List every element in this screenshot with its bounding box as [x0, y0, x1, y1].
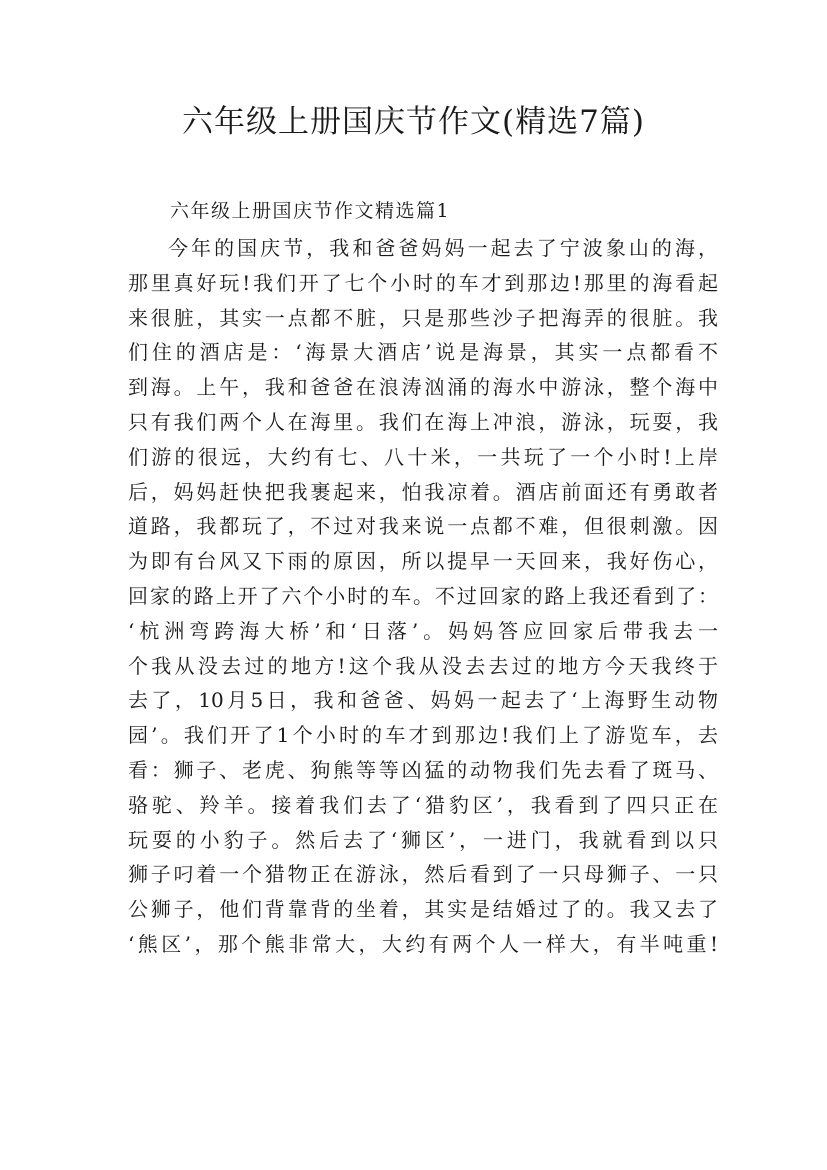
essay-line: 骆驼、羚羊。接着我们去了‘猎豹区’，我看到了四只正在 — [128, 792, 718, 817]
essay-line: 只有我们两个人在海里。我们在海上冲浪，游泳，玩耍，我 — [128, 409, 718, 434]
essay-line: ‘熊区’，那个熊非常大，大约有两个人一样大，有半吨重! — [128, 931, 718, 956]
document-title: 六年级上册国庆节作文(精选7篇) — [182, 104, 645, 140]
essay-line: 们游的很远，大约有七、八十米，一共玩了一个小时!上岸 — [128, 444, 718, 469]
essay-line: 狮子叼着一个猎物正在游泳，然后看到了一只母狮子、一只 — [128, 862, 718, 887]
essay-line: 去了，10月5日，我和爸爸、妈妈一起去了‘上海野生动物 — [128, 688, 718, 713]
essay-line: 们住的酒店是：‘海景大酒店’说是海景，其实一点都看不 — [128, 340, 718, 365]
essay-line: 看：狮子、老虎、狗熊等等凶猛的动物我们先去看了斑马、 — [128, 757, 718, 782]
essay-line: 个我从没去过的地方!这个我从没去去过的地方今天我终于 — [128, 653, 718, 678]
essay-line: 玩耍的小豹子。然后去了‘狮区’，一进门，我就看到以只 — [128, 827, 718, 852]
essay-line: 园’。我们开了1个小时的车才到那边!我们上了游览车，去 — [128, 723, 718, 748]
essay-line: 回家的路上开了六个小时的车。不过回家的路上我还看到了： — [128, 583, 718, 608]
essay-body — [128, 231, 718, 962]
essay-line: 来很脏，其实一点都不脏，只是那些沙子把海弄的很脏。我 — [128, 305, 718, 330]
essay-line: 到海。上午，我和爸爸在浪涛汹涌的海水中游泳，整个海中 — [128, 375, 718, 400]
essay-line: ‘杭洲弯跨海大桥’和‘日落’。妈妈答应回家后带我去一 — [128, 618, 718, 643]
essay-line: 公狮子，他们背靠背的坐着，其实是结婚过了的。我又去了 — [128, 897, 718, 922]
section-heading: 六年级上册国庆节作文精选篇1 — [170, 200, 451, 222]
essay-line: 道路，我都玩了，不过对我来说一点都不难，但很刺激。因 — [128, 514, 718, 539]
essay-line: 今年的国庆节，我和爸爸妈妈一起去了宁波象山的海， — [168, 236, 718, 260]
essay-line: 那里真好玩!我们开了七个小时的车才到那边!那里的海看起 — [128, 270, 718, 295]
essay-line: 后，妈妈赶快把我裹起来，怕我凉着。酒店前面还有勇敢者 — [128, 479, 718, 504]
essay-line: 为即有台风又下雨的原因，所以提早一天回来，我好伤心， — [128, 549, 718, 574]
